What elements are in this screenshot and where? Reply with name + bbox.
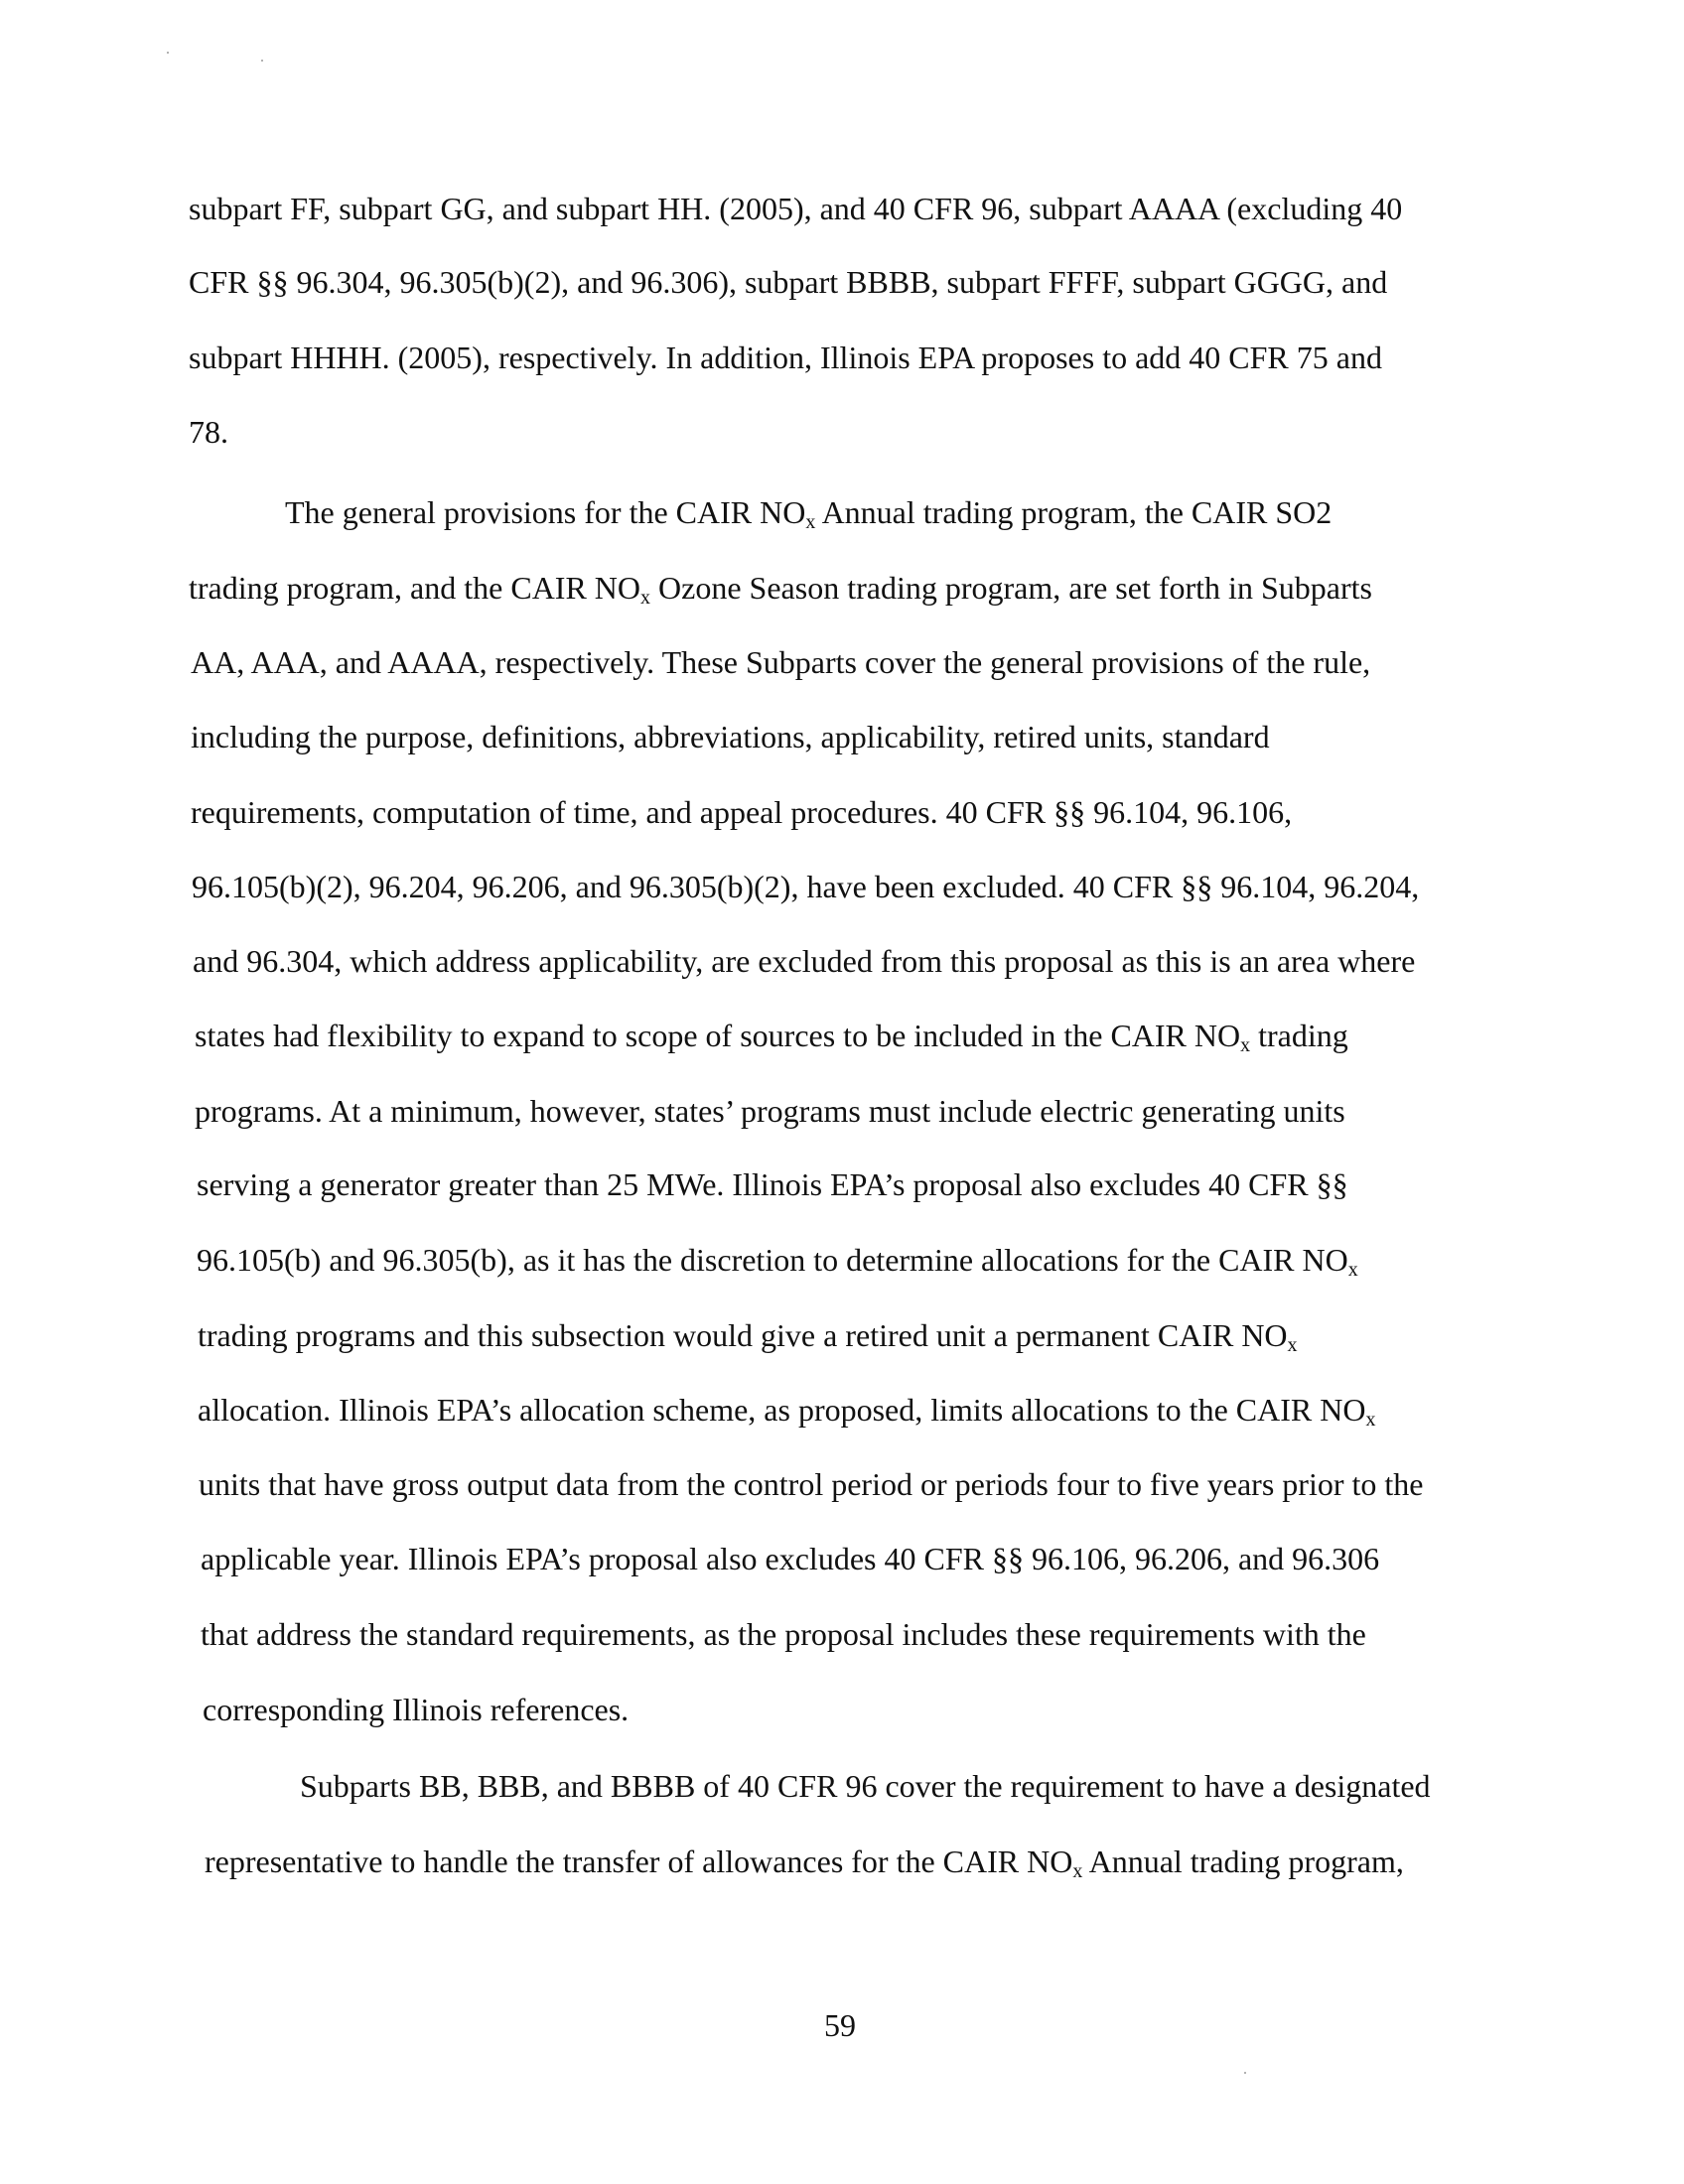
line-text: serving a generator greater than 25 MWe. Illinois EPA’s proposal also excludes 40 CFR §§ bbox=[197, 1166, 1348, 1202]
line-text: subpart FF, subpart GG, and subpart HH. (2005), and 40 CFR 96, subpart AAAA (excluding 40 bbox=[189, 191, 1403, 226]
scan-speck bbox=[167, 52, 169, 54]
text-line bbox=[198, 1390, 1375, 1430]
line-text: units that have gross output data from the control period or periods four to five years prior to the bbox=[199, 1466, 1424, 1502]
subscript-x: x bbox=[640, 587, 651, 609]
text-line bbox=[285, 492, 1332, 532]
text-line bbox=[189, 412, 228, 452]
line-text: and 96.304, which address applicability, are excluded from this proposal as this is an area where bbox=[193, 943, 1416, 979]
line-text: Subparts BB, BBB, and BBBB of 40 CFR 96 cover the requirement to have a designated bbox=[300, 1768, 1431, 1804]
subscript-x: x bbox=[1072, 1860, 1083, 1882]
text-line bbox=[201, 1539, 1379, 1578]
text-line bbox=[192, 867, 1419, 906]
text-line bbox=[195, 1016, 1348, 1055]
text-line bbox=[191, 792, 1292, 832]
text-line bbox=[203, 1690, 629, 1729]
subscript-x: x bbox=[1287, 1334, 1298, 1356]
text-line bbox=[191, 717, 1270, 756]
line-text: states had flexibility to expand to scope of sources to be included in the CAIR NO bbox=[195, 1018, 1241, 1053]
line-text: trading bbox=[1250, 1018, 1348, 1053]
line-text: Annual trading program, bbox=[1082, 1843, 1404, 1879]
text-line bbox=[205, 1842, 1404, 1881]
line-text: The general provisions for the CAIR NO bbox=[285, 494, 806, 530]
text-line bbox=[191, 642, 1370, 682]
text-line bbox=[189, 262, 1387, 302]
text-line bbox=[300, 1766, 1431, 1806]
subscript-x: x bbox=[805, 511, 816, 533]
line-text: including the purpose, definitions, abbreviations, applicability, retired units, standard bbox=[191, 719, 1270, 754]
text-line bbox=[189, 189, 1402, 228]
line-text: CFR §§ 96.304, 96.305(b)(2), and 96.306), subpart BBBB, subpart FFFF, subpart GGGG, and bbox=[189, 264, 1388, 300]
line-text: representative to handle the transfer of allowances for the CAIR NO bbox=[205, 1843, 1073, 1879]
scan-speck bbox=[1244, 2072, 1246, 2074]
text-line bbox=[201, 1614, 1366, 1654]
subscript-x: x bbox=[1347, 1259, 1358, 1281]
line-text: subpart HHHH. (2005), respectively. In addition, Illinois EPA proposes to add 40 CFR 75 and bbox=[189, 340, 1382, 375]
line-text: Ozone Season trading program, are set forth in Subparts bbox=[650, 570, 1372, 606]
text-line bbox=[197, 1240, 1358, 1280]
scan-speck bbox=[261, 60, 263, 62]
text-line bbox=[189, 568, 1372, 608]
text-line bbox=[195, 1091, 1345, 1131]
line-text: AA, AAA, and AAAA, respectively. These Subparts cover the general provisions of the rule, bbox=[191, 644, 1371, 680]
subscript-x: x bbox=[1365, 1409, 1376, 1431]
subscript-x: x bbox=[1240, 1034, 1251, 1056]
line-text: 78. bbox=[189, 414, 228, 450]
line-text: 96.105(b) and 96.305(b), as it has the discretion to determine allocations for the CAIR NO bbox=[197, 1242, 1348, 1278]
text-line bbox=[197, 1164, 1348, 1204]
line-text: Annual trading program, the CAIR SO2 bbox=[815, 494, 1333, 530]
page-number: 59 bbox=[824, 2007, 856, 2043]
line-text: corresponding Illinois references. bbox=[203, 1692, 630, 1727]
line-text: applicable year. Illinois EPA’s proposal also excludes 40 CFR §§ 96.106, 96.206, and 96.306 bbox=[201, 1541, 1380, 1576]
text-line bbox=[193, 941, 1415, 981]
line-text: allocation. Illinois EPA’s allocation scheme, as proposed, limits allocations to the CAIR NO bbox=[198, 1392, 1366, 1428]
line-text: 96.105(b)(2), 96.204, 96.206, and 96.305(b)(2), have been excluded. 40 CFR §§ 96.104, 96.204, bbox=[192, 869, 1420, 904]
line-text: requirements, computation of time, and appeal procedures. 40 CFR §§ 96.104, 96.106, bbox=[191, 794, 1293, 830]
line-text: that address the standard requirements, as the proposal includes these requirements with the bbox=[201, 1616, 1366, 1652]
line-text: programs. At a minimum, however, states’ programs must include electric generating units bbox=[195, 1093, 1345, 1129]
text-line bbox=[198, 1315, 1298, 1355]
line-text: trading programs and this subsection would give a retired unit a permanent CAIR NO bbox=[198, 1317, 1288, 1353]
text-line bbox=[189, 338, 1382, 377]
line-text: trading program, and the CAIR NO bbox=[189, 570, 641, 606]
text-line bbox=[199, 1464, 1423, 1504]
